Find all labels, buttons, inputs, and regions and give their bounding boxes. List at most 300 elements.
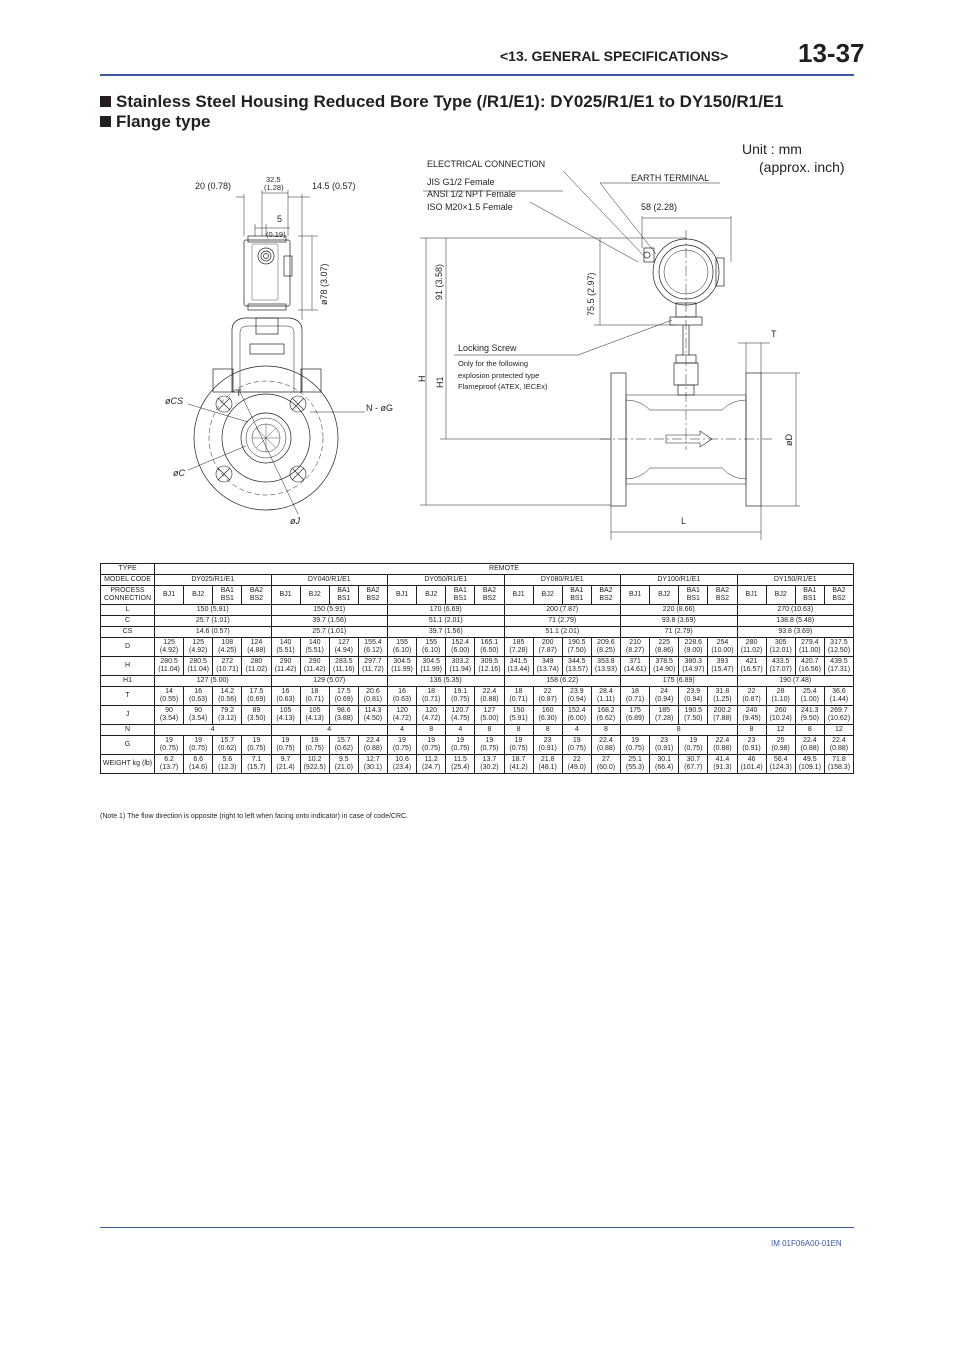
- cell-text: 46: [747, 756, 756, 763]
- dim-75-5: 75.5 (2.97): [586, 272, 596, 316]
- cell-text: (24.7): [422, 764, 441, 771]
- cell-text: (0.71): [422, 696, 441, 703]
- table-cell: [242, 706, 271, 725]
- table-cell: [650, 736, 679, 755]
- cell-text: BA2: [715, 587, 730, 594]
- table-cell: [621, 605, 738, 616]
- cell-text: (11.02): [740, 647, 763, 654]
- table-cell: [358, 687, 387, 706]
- cell-text: 17.5: [249, 688, 264, 695]
- cell-text: (11.42): [274, 666, 297, 673]
- table-cell: [737, 687, 766, 706]
- cell-text: 19: [194, 737, 203, 744]
- table-cell: [475, 736, 504, 755]
- table-cell: [388, 706, 417, 725]
- connection-code: [155, 586, 184, 605]
- cell-text: 11.2: [424, 756, 438, 763]
- table-cell: [533, 638, 562, 657]
- cell-text: (0.88): [829, 745, 849, 752]
- row-label: [101, 605, 155, 616]
- table-cell: [824, 638, 853, 657]
- table-cell: [795, 755, 824, 774]
- table-cell: [213, 706, 242, 725]
- cell-text: 36.6: [832, 688, 846, 695]
- table-cell: [475, 755, 504, 774]
- cell-text: 105: [279, 707, 292, 714]
- table-cell: [155, 736, 184, 755]
- table-cell: [242, 638, 271, 657]
- table-cell: [417, 755, 446, 774]
- connection-code: [737, 586, 766, 605]
- cell-text: 353.8: [597, 658, 615, 665]
- table-cell: [766, 706, 795, 725]
- table-cell: [358, 736, 387, 755]
- cell-text: 19: [281, 737, 290, 744]
- connection-code: [824, 586, 853, 605]
- cell-text: 6.2: [164, 756, 174, 763]
- cell-text: 185: [512, 639, 525, 646]
- cell-text: 240: [745, 707, 758, 714]
- page-number: 13-37: [798, 38, 865, 68]
- cell-text: (4.72): [422, 715, 441, 722]
- cell-text: (4.92): [159, 647, 179, 654]
- cell-text: 22: [543, 688, 552, 695]
- connection-code: [300, 586, 329, 605]
- table-cell: [504, 627, 621, 638]
- table-cell: [475, 706, 504, 725]
- table-cell: [795, 687, 824, 706]
- cell-text: 270 (10.63): [777, 606, 814, 613]
- table-cell: [824, 755, 853, 774]
- cell-text: 23.9: [686, 688, 701, 695]
- table-cell: [184, 755, 213, 774]
- table-cell: [300, 638, 329, 657]
- cell-text: 22: [572, 756, 581, 763]
- cell-text: (14.97): [682, 666, 705, 673]
- cell-text: 41.4: [715, 756, 730, 763]
- table-cell: [824, 725, 853, 736]
- cell-text: (21.0): [334, 764, 353, 771]
- table-cell: [824, 687, 853, 706]
- cell-text: (14.61): [623, 666, 647, 673]
- cell-text: (55.3): [625, 764, 645, 771]
- cell-text: 297.7: [364, 658, 382, 665]
- table-row: [101, 575, 854, 586]
- cell-text: 4: [574, 726, 579, 733]
- cell-text: 25.7 (1.01): [312, 628, 347, 635]
- cell-text: DY025/R1/E1: [191, 576, 235, 583]
- table-cell: [271, 616, 388, 627]
- table-row: [101, 638, 854, 657]
- cell-text: G: [124, 741, 131, 748]
- cell-text: (15.7): [247, 764, 266, 771]
- cell-text: TYPE: [118, 565, 137, 572]
- cell-text: 22.4: [832, 737, 846, 744]
- table-row: [101, 725, 854, 736]
- cell-text: (7.50): [567, 647, 586, 654]
- cell-text: 225: [658, 639, 671, 646]
- cell-text: (14.6): [189, 764, 208, 771]
- connection-code: [679, 586, 708, 605]
- cell-text: (0.75): [625, 745, 645, 752]
- bullet-square-icon: [100, 116, 111, 127]
- cell-text: 23.9: [570, 688, 584, 695]
- cell-text: 421: [745, 658, 758, 665]
- cell-text: 269.7: [830, 707, 848, 714]
- table-cell: [737, 736, 766, 755]
- table-cell: [329, 736, 358, 755]
- cell-text: (158.3): [827, 764, 851, 771]
- cell-text: (5.51): [276, 647, 295, 654]
- cell-text: 90: [165, 707, 173, 714]
- table-cell: [795, 736, 824, 755]
- table-cell: [737, 676, 854, 687]
- cell-text: (30.1): [363, 764, 383, 771]
- cell-text: (0.63): [276, 696, 295, 703]
- cell-text: (922.5): [303, 764, 326, 771]
- table-cell: [562, 706, 591, 725]
- cell-text: (0.75): [451, 745, 470, 752]
- cell-text: 51.1 (2.01): [545, 628, 580, 635]
- table-cell: [504, 687, 533, 706]
- cell-text: 23: [660, 737, 669, 744]
- label-t-small: T: [236, 388, 242, 398]
- cell-text: 19: [456, 737, 465, 744]
- label-d: øD: [784, 434, 794, 446]
- dim-58: 58 (2.28): [641, 202, 678, 212]
- table-cell: [358, 706, 387, 725]
- cell-text: (0.69): [247, 696, 266, 703]
- footer-divider: [100, 1227, 854, 1228]
- cell-text: 22: [747, 688, 756, 695]
- cell-text: 344.5: [568, 658, 586, 665]
- cell-text: 170 (6.69): [429, 606, 462, 613]
- cell-text: DY050/R1/E1: [424, 576, 468, 583]
- table-cell: [155, 605, 272, 616]
- table-cell: [679, 687, 708, 706]
- cell-text: 290: [279, 658, 292, 665]
- table-cell: [155, 687, 184, 706]
- cell-text: 371: [629, 658, 641, 665]
- cell-text: 168.2: [597, 707, 615, 714]
- cell-text: (0.91): [742, 745, 761, 752]
- cell-text: 378.5: [655, 658, 673, 665]
- table-cell: [591, 706, 620, 725]
- cell-text: 28.4: [599, 688, 613, 695]
- table-cell: [329, 638, 358, 657]
- cell-text: (12.3): [218, 764, 237, 771]
- cell-text: BS2: [249, 595, 264, 602]
- connection-code: [329, 586, 358, 605]
- cell-text: (4.50): [363, 715, 383, 722]
- table-cell: [184, 736, 213, 755]
- table-cell: [271, 657, 300, 676]
- cell-text: 127: [337, 639, 350, 646]
- cell-text: 4: [458, 726, 463, 733]
- table-cell: [533, 657, 562, 676]
- cell-text: BA2: [249, 587, 264, 594]
- cell-text: BJ1: [396, 591, 409, 598]
- table-cell: [795, 657, 824, 676]
- table-cell: [562, 725, 591, 736]
- cell-text: (0.75): [276, 745, 295, 752]
- table-cell: [329, 657, 358, 676]
- cell-text: DY080/R1/E1: [540, 576, 584, 583]
- table-row: [101, 706, 854, 725]
- cell-text: (5.51): [305, 647, 324, 654]
- label-h: H: [417, 375, 427, 382]
- table-row: [101, 736, 854, 755]
- cell-text: (0.75): [422, 745, 441, 752]
- connection-code: [533, 586, 562, 605]
- connection-code: [504, 586, 533, 605]
- cell-text: (0.94): [655, 696, 674, 703]
- cell-text: 241.3: [801, 707, 819, 714]
- connection-code: [358, 586, 387, 605]
- cell-text: 152.4: [451, 639, 470, 646]
- table-cell: [184, 706, 213, 725]
- table-cell: [446, 736, 475, 755]
- table-cell: [766, 657, 795, 676]
- cell-text: 30.1: [657, 756, 671, 763]
- table-cell: [679, 706, 708, 725]
- table-cell: [388, 627, 505, 638]
- cell-text: 93.8 (3.69): [661, 617, 696, 624]
- cell-text: 39.7 (1.56): [312, 617, 347, 624]
- table-cell: [621, 676, 738, 687]
- table-cell: [621, 638, 650, 657]
- table-cell: [591, 725, 620, 736]
- connection-code: [766, 586, 795, 605]
- connection-code: [650, 586, 679, 605]
- cell-text: (0.88): [800, 745, 819, 752]
- table-cell: [795, 706, 824, 725]
- label-j: øJ: [290, 516, 300, 526]
- cell-text: 150 (5.91): [196, 606, 229, 613]
- cell-text: (0.62): [218, 745, 237, 752]
- row-label: [101, 575, 155, 586]
- cell-text: 10.6: [395, 756, 409, 763]
- dim-32-5-inch: (1.28): [264, 183, 284, 192]
- row-label: [101, 706, 155, 725]
- cell-text: (7.87): [538, 647, 557, 654]
- table-cell: [446, 638, 475, 657]
- cell-text: 19: [514, 737, 523, 744]
- cell-text: DY100/R1/E1: [657, 576, 701, 583]
- table-cell: [388, 755, 417, 774]
- table-cell: [737, 706, 766, 725]
- cell-text: WEIGHT kg (lb): [102, 760, 153, 767]
- cell-text: (0.75): [305, 745, 324, 752]
- row-label: [101, 725, 155, 736]
- cell-text: 23: [543, 737, 552, 744]
- table-cell: [155, 627, 272, 638]
- table-cell: [650, 657, 679, 676]
- cell-text: 71.8: [832, 756, 846, 763]
- cell-text: 279.4: [801, 639, 819, 646]
- cell-text: 175 (6.89): [662, 677, 695, 684]
- cell-text: 108: [221, 639, 234, 646]
- row-label: [101, 627, 155, 638]
- cell-text: 8: [487, 726, 492, 733]
- cell-text: (10.24): [769, 715, 792, 722]
- model-code: [155, 575, 272, 586]
- table-cell: [679, 638, 708, 657]
- cell-text: 18.7: [511, 756, 526, 763]
- cell-text: (9.50): [800, 715, 819, 722]
- cell-text: BJ2: [541, 591, 554, 598]
- cell-text: (0.88): [363, 745, 383, 752]
- cell-text: 140: [308, 639, 321, 646]
- cell-text: (10.71): [216, 666, 239, 673]
- connection-code: [417, 586, 446, 605]
- table-cell: [475, 638, 504, 657]
- connection-code: [184, 586, 213, 605]
- table-cell: [446, 755, 475, 774]
- lock-note-2: explosion protected type: [458, 371, 540, 380]
- cell-text: 19: [310, 737, 319, 744]
- cell-text: BJ1: [745, 591, 758, 598]
- cell-text: 89: [252, 707, 261, 714]
- cell-text: 8: [429, 726, 434, 733]
- cell-text: BS1: [803, 595, 817, 602]
- cell-text: 280.5: [160, 658, 178, 665]
- table-cell: [213, 687, 242, 706]
- table-cell: [271, 627, 388, 638]
- cell-text: (0.88): [480, 696, 499, 703]
- cell-text: 220 (8.66): [662, 606, 695, 613]
- cell-text: 22.4: [715, 737, 730, 744]
- table-cell: [591, 755, 620, 774]
- table-cell: [446, 725, 475, 736]
- unit-line-2: (approx. inch): [759, 159, 845, 175]
- cell-text: 304.5: [393, 658, 411, 665]
- table-cell: [766, 755, 795, 774]
- table-cell: [679, 736, 708, 755]
- heading-flange: [100, 112, 210, 132]
- table-cell: [271, 725, 388, 736]
- table-cell: [358, 638, 387, 657]
- cell-text: 6.6: [193, 756, 204, 763]
- cell-text: (4.13): [305, 715, 324, 722]
- row-label: [101, 564, 155, 575]
- table-cell: [737, 616, 854, 627]
- cell-text: (21.4): [276, 764, 295, 771]
- cell-text: 20.6: [366, 688, 380, 695]
- cell-text: (0.75): [451, 696, 470, 703]
- table-cell: [184, 687, 213, 706]
- cell-text: 155.4: [364, 639, 382, 646]
- cell-text: (109.1): [798, 764, 821, 771]
- cell-text: 8: [603, 726, 608, 733]
- cell-text: (8.27): [625, 647, 645, 654]
- cell-text: 19: [252, 737, 261, 744]
- table-cell: [475, 725, 504, 736]
- cell-text: (3.54): [189, 715, 208, 722]
- cell-text: 305: [774, 639, 787, 646]
- model-code: [621, 575, 738, 586]
- lock-note-1: Only for the following: [458, 359, 529, 368]
- table-cell: [621, 755, 650, 774]
- table-cell: [504, 638, 533, 657]
- cell-text: L: [125, 606, 130, 613]
- cell-text: 15.7: [337, 737, 351, 744]
- table-cell: [417, 706, 446, 725]
- cell-text: (4.88): [247, 647, 266, 654]
- cell-text: 71 (2.79): [548, 617, 577, 624]
- cell-text: 309.5: [480, 658, 499, 665]
- cell-text: (0.87): [742, 696, 761, 703]
- connection-code: [591, 586, 620, 605]
- cell-text: 124: [250, 639, 263, 646]
- cell-text: (67.7): [684, 764, 703, 771]
- table-cell: [417, 736, 446, 755]
- table-cell: [591, 736, 620, 755]
- table-cell: [504, 605, 621, 616]
- cell-text: BA2: [599, 587, 613, 594]
- cell-text: (17.07): [769, 666, 792, 673]
- table-cell: [329, 687, 358, 706]
- cell-text: 19: [631, 737, 639, 744]
- table-cell: [242, 755, 271, 774]
- cell-text: 280: [745, 639, 758, 646]
- cell-text: 21.8: [540, 756, 555, 763]
- cell-text: BA2: [482, 587, 497, 594]
- cell-text: 90: [194, 707, 203, 714]
- table-cell: [621, 657, 650, 676]
- cell-text: 39.7 (1.56): [428, 628, 463, 635]
- cell-text: 105: [308, 707, 321, 714]
- cell-text: (0.71): [305, 696, 324, 703]
- dim-5: 5: [277, 214, 283, 224]
- cell-text: 210: [629, 639, 641, 646]
- table-cell: [155, 676, 272, 687]
- cell-text: 93.8 (3.69): [778, 628, 813, 635]
- cell-text: H: [124, 662, 131, 669]
- row-label: [101, 676, 155, 687]
- cell-text: 9.7: [280, 756, 291, 763]
- connection-code: [795, 586, 824, 605]
- cell-text: 9.5: [338, 756, 349, 763]
- cell-text: (1.11): [597, 696, 615, 703]
- table-cell: [504, 706, 533, 725]
- cell-text: (0.81): [363, 696, 383, 703]
- cell-text: 13.7: [482, 756, 497, 763]
- cell-text: (11.16): [332, 666, 355, 673]
- connection-code: [475, 586, 504, 605]
- cell-text: C: [124, 617, 131, 624]
- table-cell: [446, 687, 475, 706]
- cell-text: (8.86): [655, 647, 674, 654]
- table-cell: [475, 687, 504, 706]
- cell-text: 433.5: [771, 658, 790, 665]
- cell-text: BJ2: [425, 591, 438, 598]
- cell-text: (7.28): [655, 715, 674, 722]
- cell-text: D: [124, 643, 131, 650]
- cell-text: 185: [658, 707, 671, 714]
- table-cell: [591, 657, 620, 676]
- table-cell: [766, 687, 795, 706]
- dim-5-inch: (0.19): [266, 230, 286, 239]
- table-cell: [300, 755, 329, 774]
- cell-text: 19: [398, 737, 406, 744]
- cell-text: 5.6: [222, 756, 233, 763]
- table-row: [101, 627, 854, 638]
- cell-text: 200 (7.87): [546, 606, 579, 613]
- cell-text: 280.5: [189, 658, 207, 665]
- cell-text: BS2: [599, 595, 613, 602]
- cell-text: 19: [572, 737, 581, 744]
